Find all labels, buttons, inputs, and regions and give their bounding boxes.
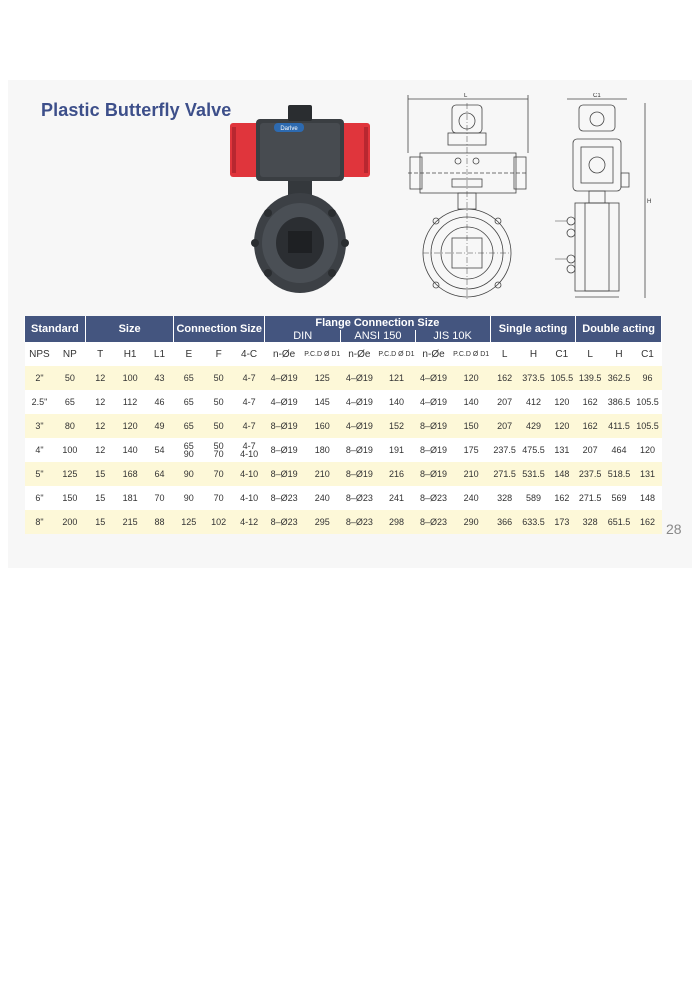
table-column-header-row xyxy=(25,342,662,366)
table-cell: 80 xyxy=(54,414,85,438)
valve-product-photo xyxy=(228,103,373,298)
table-cell: 589 xyxy=(519,486,548,510)
column-header: NPS xyxy=(25,342,55,366)
table-cell: 271.5 xyxy=(490,462,519,486)
table-cell: 152 xyxy=(378,414,415,438)
table-cell: 65 xyxy=(54,390,85,414)
table-cell: 215 xyxy=(115,510,145,534)
table-cell: 12 xyxy=(85,390,115,414)
table-cell: 191 xyxy=(378,438,415,462)
table-cell: 4-10 xyxy=(234,486,265,510)
table-row xyxy=(25,414,662,438)
table-cell: 429 xyxy=(519,414,548,438)
table-cell: 8–Ø19 xyxy=(415,462,452,486)
table-cell: 210 xyxy=(304,462,341,486)
column-header: NP xyxy=(54,342,85,366)
table-cell: 70 xyxy=(204,486,234,510)
column-header: E xyxy=(174,342,204,366)
column-header: n-Øe xyxy=(341,342,378,366)
table-cell: 162 xyxy=(490,366,519,390)
table-cell: 8–Ø19 xyxy=(341,438,378,462)
table-cell: 54 xyxy=(145,438,174,462)
table-cell: 121 xyxy=(378,366,415,390)
table-cell: 50 xyxy=(204,390,234,414)
header-size: Size xyxy=(85,316,174,342)
table-cell: 8–Ø23 xyxy=(415,486,452,510)
table-cell: 3" xyxy=(25,414,55,438)
table-cell: 651.5 xyxy=(605,510,634,534)
table-cell: 140 xyxy=(115,438,145,462)
table-cell: 120 xyxy=(115,414,145,438)
table-cell: 633.5 xyxy=(519,510,548,534)
table-cell: 4–Ø19 xyxy=(341,390,378,414)
column-header: L1 xyxy=(145,342,174,366)
page-number: 28 xyxy=(666,521,682,537)
flange-standard-jis: JIS 10K xyxy=(415,330,490,342)
table-cell: 100 xyxy=(54,438,85,462)
column-header: C1 xyxy=(548,342,576,366)
table-cell: 140 xyxy=(452,390,490,414)
table-group-header-row xyxy=(25,316,662,330)
column-header: P.C.D Ø D1 xyxy=(452,342,490,366)
table-cell: 70 xyxy=(145,486,174,510)
table-cell: 373.5 xyxy=(519,366,548,390)
table-cell: 4-7 xyxy=(234,390,265,414)
table-cell: 4–Ø19 xyxy=(265,366,304,390)
table-cell: 105.5 xyxy=(633,390,661,414)
table-cell: 150 xyxy=(54,486,85,510)
page-title: Plastic Butterfly Valve xyxy=(41,100,232,120)
table-cell: 240 xyxy=(452,486,490,510)
table-cell: 12 xyxy=(85,414,115,438)
table-cell: 50 70 xyxy=(204,438,234,462)
table-cell: 168 xyxy=(115,462,145,486)
table-cell: 240 xyxy=(304,486,341,510)
table-cell: 237.5 xyxy=(490,438,519,462)
table-cell: 8–Ø23 xyxy=(341,510,378,534)
header-connection-size: Connection Size xyxy=(174,316,265,342)
table-cell: 181 xyxy=(115,486,145,510)
table-cell: 12 xyxy=(85,438,115,462)
column-header: P.C.D Ø D1 xyxy=(378,342,415,366)
header-double-acting: Double acting xyxy=(576,316,662,342)
column-header: n-Øe xyxy=(265,342,304,366)
column-header: T xyxy=(85,342,115,366)
table-cell: 125 xyxy=(174,510,204,534)
table-cell: 328 xyxy=(576,510,605,534)
table-row xyxy=(25,510,662,534)
table-cell: 148 xyxy=(633,486,661,510)
table-cell: 131 xyxy=(633,462,661,486)
column-header: C1 xyxy=(633,342,661,366)
table-cell: 207 xyxy=(490,414,519,438)
table-cell: 173 xyxy=(548,510,576,534)
table-cell: 4-7 xyxy=(234,414,265,438)
table-cell: 4–Ø19 xyxy=(415,390,452,414)
table-cell: 8–Ø19 xyxy=(265,438,304,462)
table-cell: 8–Ø23 xyxy=(265,486,304,510)
table-cell: 4-7 4-10 xyxy=(234,438,265,462)
table-cell: 210 xyxy=(452,462,490,486)
table-cell: 8–Ø23 xyxy=(341,486,378,510)
table-cell: 8–Ø23 xyxy=(415,510,452,534)
table-cell: 2" xyxy=(25,366,55,390)
column-header: n-Øe xyxy=(415,342,452,366)
table-cell: 5" xyxy=(25,462,55,486)
table-cell: 88 xyxy=(145,510,174,534)
table-cell: 70 xyxy=(204,462,234,486)
table-cell: 464 xyxy=(605,438,634,462)
dimension-label-h: H xyxy=(647,199,652,205)
table-cell: 4–Ø19 xyxy=(341,366,378,390)
table-cell: 120 xyxy=(548,390,576,414)
table-cell: 290 xyxy=(452,510,490,534)
table-cell: 4-10 xyxy=(234,462,265,486)
table-cell: 8–Ø19 xyxy=(265,414,304,438)
table-cell: 90 xyxy=(174,462,204,486)
table-row xyxy=(25,390,662,414)
table-cell: 475.5 xyxy=(519,438,548,462)
table-cell: 518.5 xyxy=(605,462,634,486)
table-cell: 140 xyxy=(378,390,415,414)
table-cell: 120 xyxy=(633,438,661,462)
table-cell: 148 xyxy=(548,462,576,486)
table-cell: 65 90 xyxy=(174,438,204,462)
flange-standard-din: DIN xyxy=(265,330,341,342)
column-header: H xyxy=(519,342,548,366)
column-header: L xyxy=(490,342,519,366)
table-cell: 64 xyxy=(145,462,174,486)
dimension-label-c1: C1 xyxy=(593,93,601,99)
table-cell: 241 xyxy=(378,486,415,510)
table-cell: 96 xyxy=(633,366,661,390)
dimension-label-l: L xyxy=(464,93,468,99)
column-header: L xyxy=(576,342,605,366)
table-cell: 162 xyxy=(548,486,576,510)
table-cell: 295 xyxy=(304,510,341,534)
table-cell: 162 xyxy=(576,390,605,414)
table-cell: 162 xyxy=(576,414,605,438)
table-cell: 4–Ø19 xyxy=(341,414,378,438)
table-cell: 386.5 xyxy=(605,390,634,414)
front-view-drawing xyxy=(404,93,532,303)
table-cell: 8–Ø19 xyxy=(415,414,452,438)
table-cell: 200 xyxy=(54,510,85,534)
table-cell: 15 xyxy=(85,486,115,510)
table-cell: 102 xyxy=(204,510,234,534)
column-header: 4-C xyxy=(234,342,265,366)
table-cell: 139.5 xyxy=(576,366,605,390)
table-cell: 65 xyxy=(174,390,204,414)
specification-table xyxy=(24,316,662,534)
header-flange-connection-size: Flange Connection Size xyxy=(265,316,491,330)
table-cell: 46 xyxy=(145,390,174,414)
table-row xyxy=(25,366,662,390)
table-cell: 125 xyxy=(304,366,341,390)
table-cell: 271.5 xyxy=(576,486,605,510)
table-cell: 105.5 xyxy=(633,414,661,438)
table-cell: 4" xyxy=(25,438,55,462)
flange-standard-ansi: ANSI 150 xyxy=(341,330,415,342)
table-cell: 65 xyxy=(174,414,204,438)
table-cell: 207 xyxy=(490,390,519,414)
table-cell: 569 xyxy=(605,486,634,510)
brand-label: Darlve xyxy=(280,126,298,132)
table-cell: 120 xyxy=(452,366,490,390)
table-cell: 362.5 xyxy=(605,366,634,390)
table-cell: 131 xyxy=(548,438,576,462)
column-header: H1 xyxy=(115,342,145,366)
table-cell: 105.5 xyxy=(548,366,576,390)
table-cell: 412 xyxy=(519,390,548,414)
table-cell: 8–Ø23 xyxy=(265,510,304,534)
table-cell: 366 xyxy=(490,510,519,534)
table-cell: 8–Ø19 xyxy=(415,438,452,462)
table-cell: 4-12 xyxy=(234,510,265,534)
table-row xyxy=(25,438,662,462)
table-cell: 328 xyxy=(490,486,519,510)
table-cell: 112 xyxy=(115,390,145,414)
table-row xyxy=(25,462,662,486)
table-body xyxy=(25,366,662,534)
table-cell: 90 xyxy=(174,486,204,510)
table-cell: 4–Ø19 xyxy=(415,366,452,390)
column-header: H xyxy=(605,342,634,366)
table-cell: 8" xyxy=(25,510,55,534)
table-cell: 237.5 xyxy=(576,462,605,486)
table-cell: 50 xyxy=(204,414,234,438)
table-cell: 49 xyxy=(145,414,174,438)
table-cell: 298 xyxy=(378,510,415,534)
table-cell: 120 xyxy=(548,414,576,438)
table-cell: 531.5 xyxy=(519,462,548,486)
table-cell: 8–Ø19 xyxy=(341,462,378,486)
table-cell: 8–Ø19 xyxy=(265,462,304,486)
column-header: P.C.D Ø D1 xyxy=(304,342,341,366)
table-cell: 175 xyxy=(452,438,490,462)
table-row xyxy=(25,486,662,510)
table-cell: 2.5" xyxy=(25,390,55,414)
table-cell: 216 xyxy=(378,462,415,486)
table-cell: 15 xyxy=(85,462,115,486)
table-cell: 180 xyxy=(304,438,341,462)
header-standard: Standard xyxy=(25,316,86,342)
header-single-acting: Single acting xyxy=(490,316,576,342)
side-view-drawing xyxy=(545,93,685,303)
table-cell: 6" xyxy=(25,486,55,510)
table-cell: 65 xyxy=(174,366,204,390)
table-cell: 207 xyxy=(576,438,605,462)
table-cell: 50 xyxy=(54,366,85,390)
table-cell: 100 xyxy=(115,366,145,390)
table-cell: 43 xyxy=(145,366,174,390)
table-cell: 12 xyxy=(85,366,115,390)
table-cell: 150 xyxy=(452,414,490,438)
table-cell: 4-7 xyxy=(234,366,265,390)
table-cell: 162 xyxy=(633,510,661,534)
table-cell: 160 xyxy=(304,414,341,438)
column-header: F xyxy=(204,342,234,366)
table-cell: 15 xyxy=(85,510,115,534)
table-cell: 125 xyxy=(54,462,85,486)
table-cell: 411.5 xyxy=(605,414,634,438)
table-cell: 4–Ø19 xyxy=(265,390,304,414)
table-cell: 50 xyxy=(204,366,234,390)
table-cell: 145 xyxy=(304,390,341,414)
